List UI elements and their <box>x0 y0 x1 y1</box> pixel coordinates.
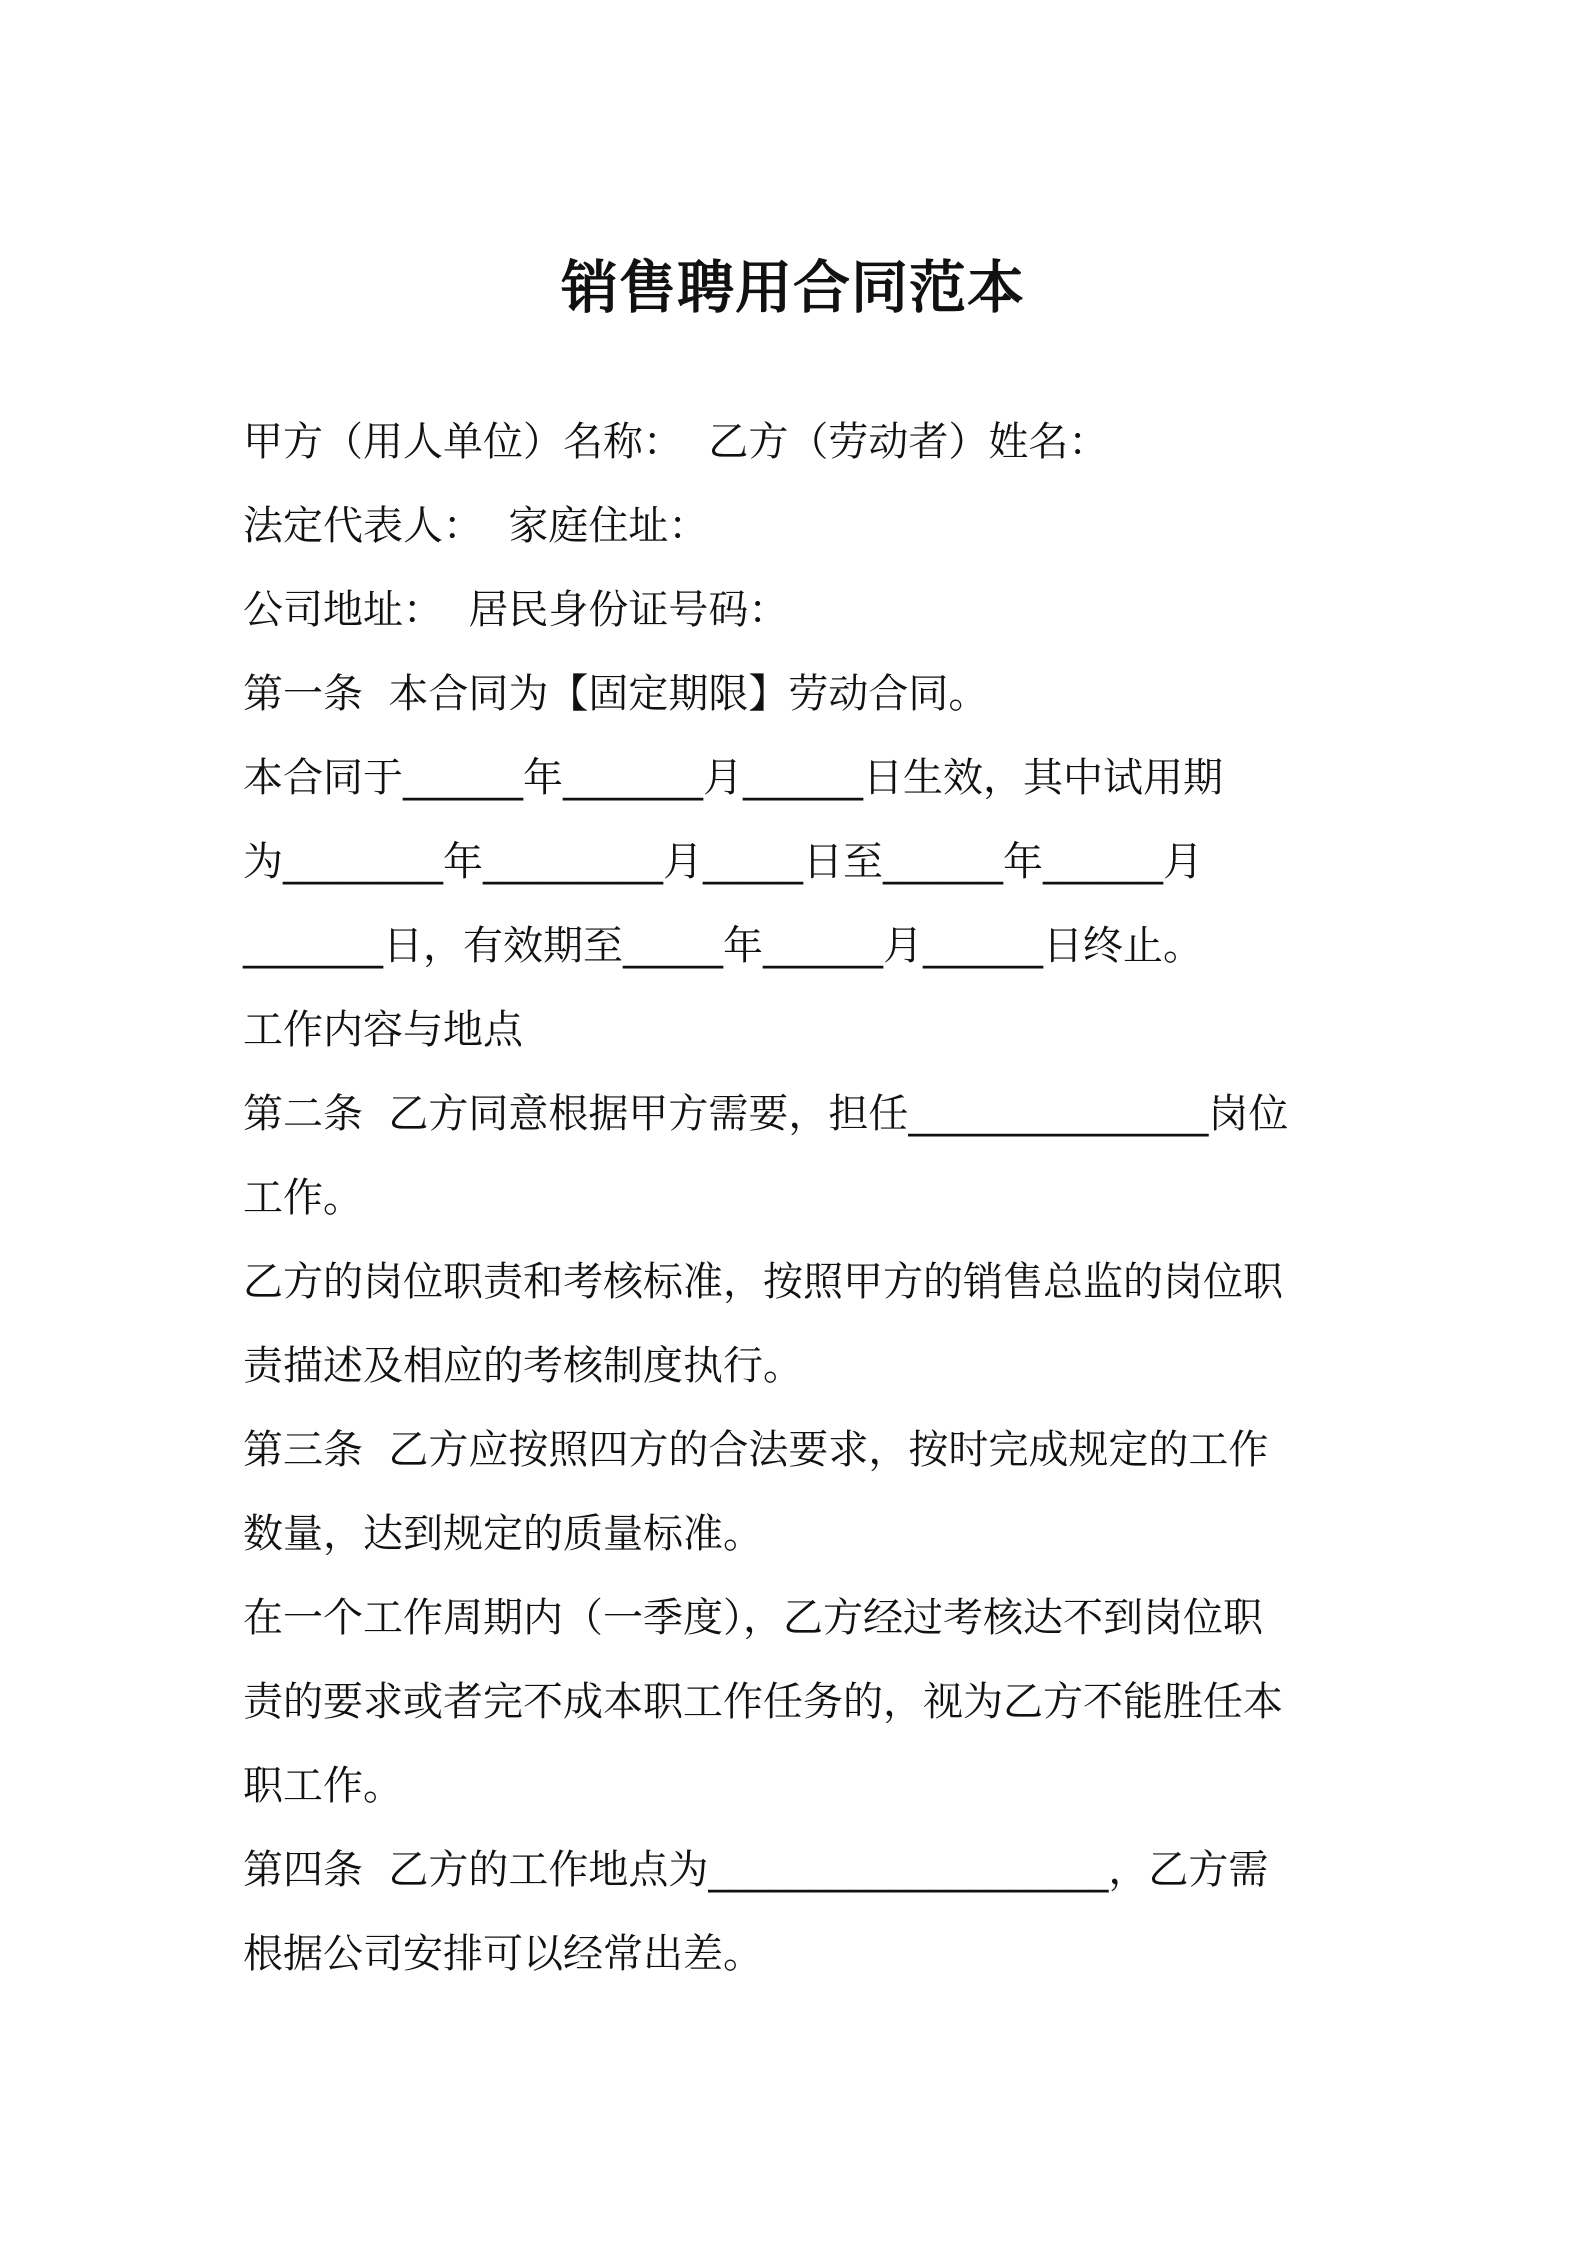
document-title: 销售聘用合同范本 <box>561 255 1025 321</box>
article-2-line: 第二条 乙方同意根据甲方需要，担任_______________岗位 <box>243 1091 1289 1137</box>
section-heading-work-content: 工作内容与地点 <box>243 1007 523 1053</box>
duties-line-1: 乙方的岗位职责和考核标准，按照甲方的销售总监的岗位职 <box>243 1259 1283 1305</box>
company-address-id-line: 公司地址： 居民身份证号码： <box>243 587 789 633</box>
contract-effective-line: 本合同于______年_______月______日生效，其中试用期 <box>243 755 1223 801</box>
article-2-continuation: 工作。 <box>243 1175 363 1221</box>
article-3-line: 第三条 乙方应按照四方的合法要求，按时完成规定的工作 <box>243 1427 1269 1473</box>
article-3-continuation: 数量，达到规定的质量标准。 <box>243 1511 763 1557</box>
party-a-b-name-line: 甲方（用人单位）名称： 乙方（劳动者）姓名： <box>243 419 1109 465</box>
review-period-line-1: 在一个工作周期内（一季度），乙方经过考核达不到岗位职 <box>243 1595 1263 1641</box>
article-1-line: 第一条 本合同为【固定期限】劳动合同。 <box>243 671 989 717</box>
article-4-continuation: 根据公司安排可以经常出差。 <box>243 1931 763 1977</box>
review-period-line-2: 责的要求或者完不成本职工作任务的，视为乙方不能胜任本 <box>243 1679 1283 1725</box>
duties-line-2: 责描述及相应的考核制度执行。 <box>243 1343 803 1389</box>
representative-address-line: 法定代表人： 家庭住址： <box>243 503 709 549</box>
article-4-line: 第四条 乙方的工作地点为____________________，乙方需 <box>243 1847 1269 1893</box>
probation-period-line: 为________年_________月_____日至______年______月 <box>243 839 1203 885</box>
review-period-line-3: 职工作。 <box>243 1763 403 1809</box>
document-body <box>243 400 1343 1996</box>
contract-expiry-line: _______日，有效期至_____年______月______日终止。 <box>243 923 1203 969</box>
